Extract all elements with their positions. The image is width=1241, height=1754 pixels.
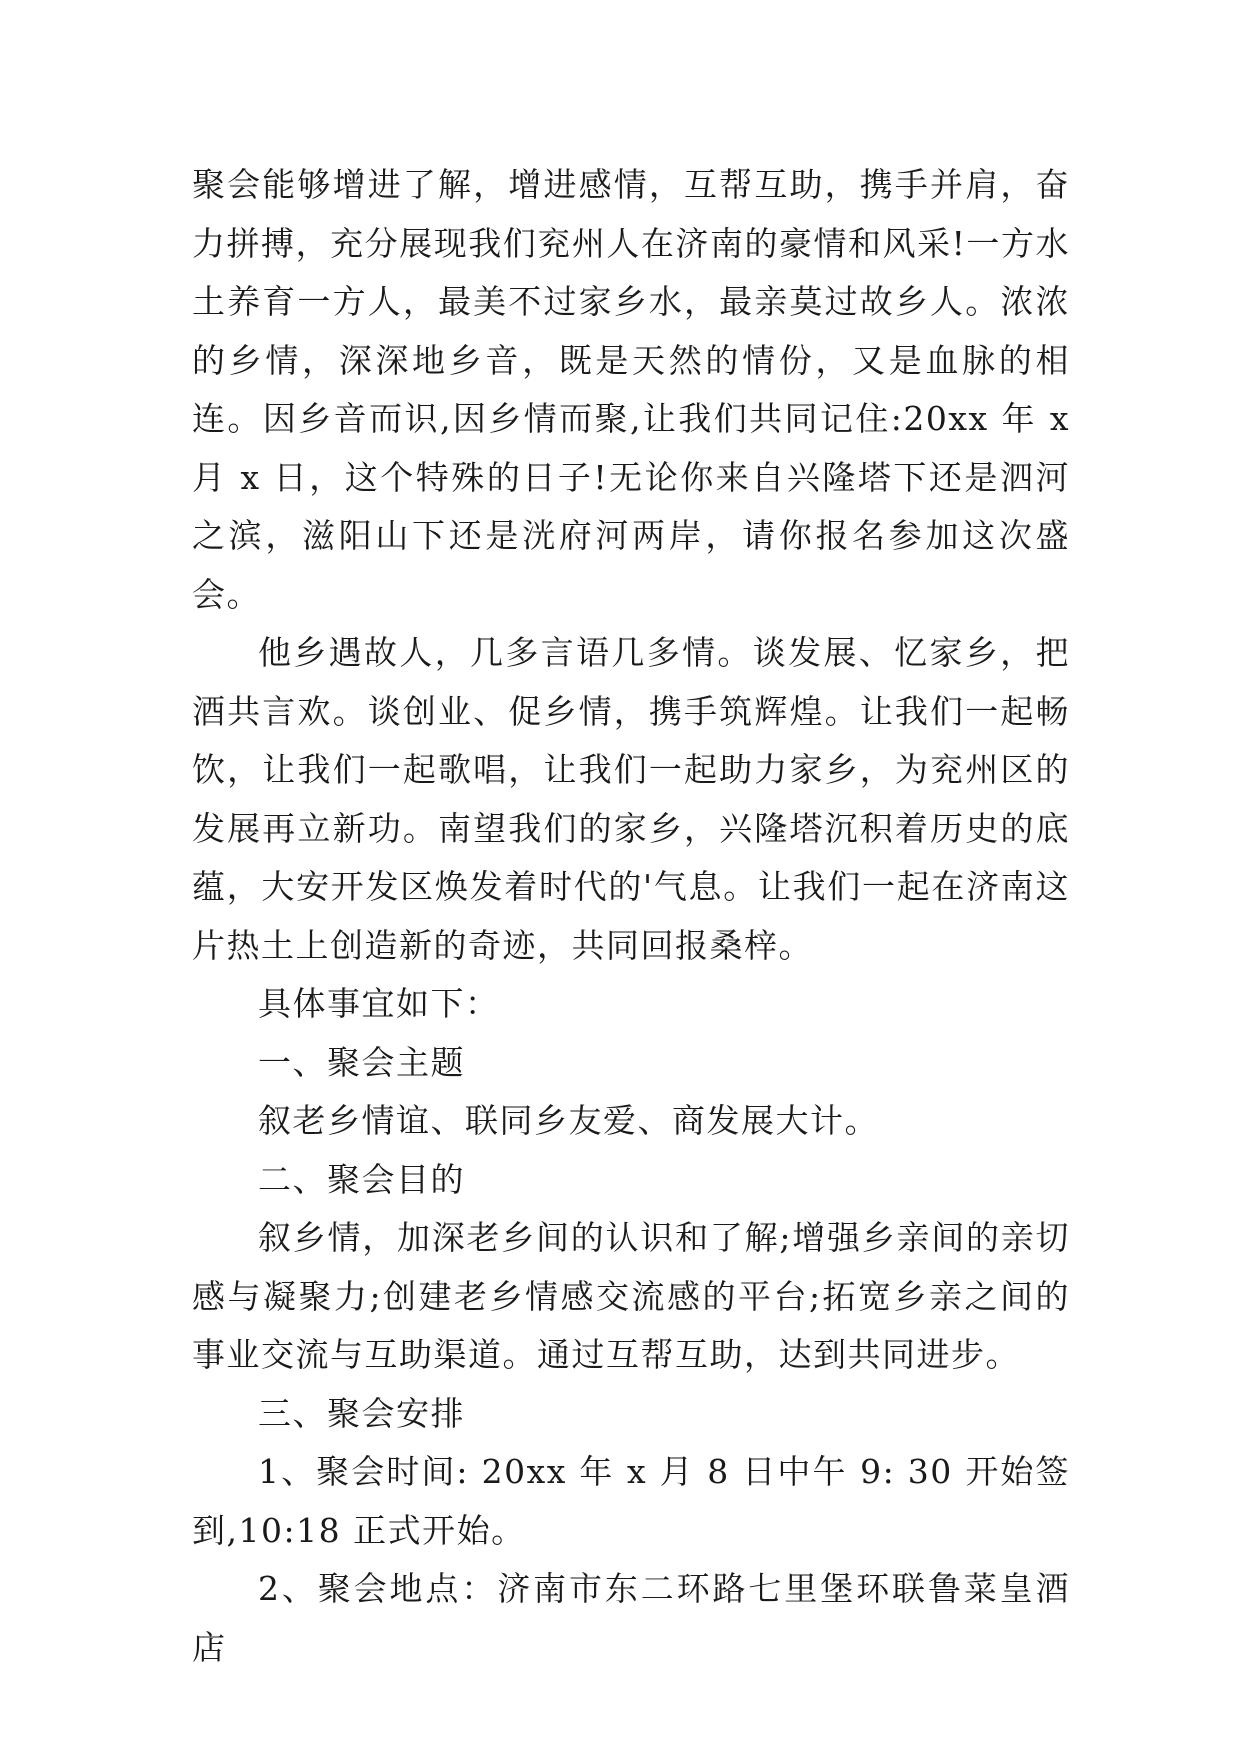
paragraph-invitation: 他乡遇故人，几多言语几多情。谈发展、忆家乡，把酒共言欢。谈创业、促乡情，携手筑辉煌。让我们一起畅饮，让我们一起歌唱，让我们一起助力家乡，为兖州区的发展再立新功。南望我们的家乡，兴隆塔沉积着历史的底蕴，大安开发区焕发着时代的'气息。让我们一起在济南这片热土上创造新的奇迹，共同回报桑梓。	[192, 633, 1070, 965]
section-heading-theme: 一、聚会主题	[258, 1042, 465, 1082]
paragraph-details-heading: 具体事宜如下：	[258, 984, 500, 1023]
document-body	[192, 156, 1070, 1677]
paragraph-theme: 叙老乡情谊、联同乡友爱、商发展大计。	[258, 1101, 879, 1140]
paragraph-purpose: 叙乡情，加深老乡间的认识和了解;增强乡亲间的亲切感与凝聚力;创建老乡情感交流感的平台;拓宽乡亲之间的事业交流与互助渠道。通过互帮互助，达到共同进步。	[192, 1218, 1070, 1374]
paragraph-intro: 聚会能够增进了解，增进感情，互帮互助，携手并肩，奋力拼搏，充分展现我们兖州人在济南的豪情和风采!一方水土养育一方人，最美不过家乡水，最亲莫过故乡人。浓浓的乡情，深深地乡音，既是天然的情份，又是血脉的相连。因乡音而识,因乡情而聚,让我们共同记住:20xx 年 x 月 x 日，这个特殊的日子!无论你来自兴隆塔下还是泗河之滨，滋阳山下还是洸府河两岸，请你报名参加这次盛会。	[192, 165, 1070, 614]
paragraph-time: 1、聚会时间: 20xx 年 x 月 8 日中午 9: 30 开始签到,10:18 正式开始。	[192, 1452, 1070, 1550]
section-heading-purpose: 二、聚会目的	[258, 1159, 465, 1199]
paragraph-location: 2、聚会地点：济南市东二环路七里堡环联鲁菜皇酒店	[192, 1569, 1070, 1667]
section-heading-arrangement: 三、聚会安排	[258, 1393, 465, 1433]
